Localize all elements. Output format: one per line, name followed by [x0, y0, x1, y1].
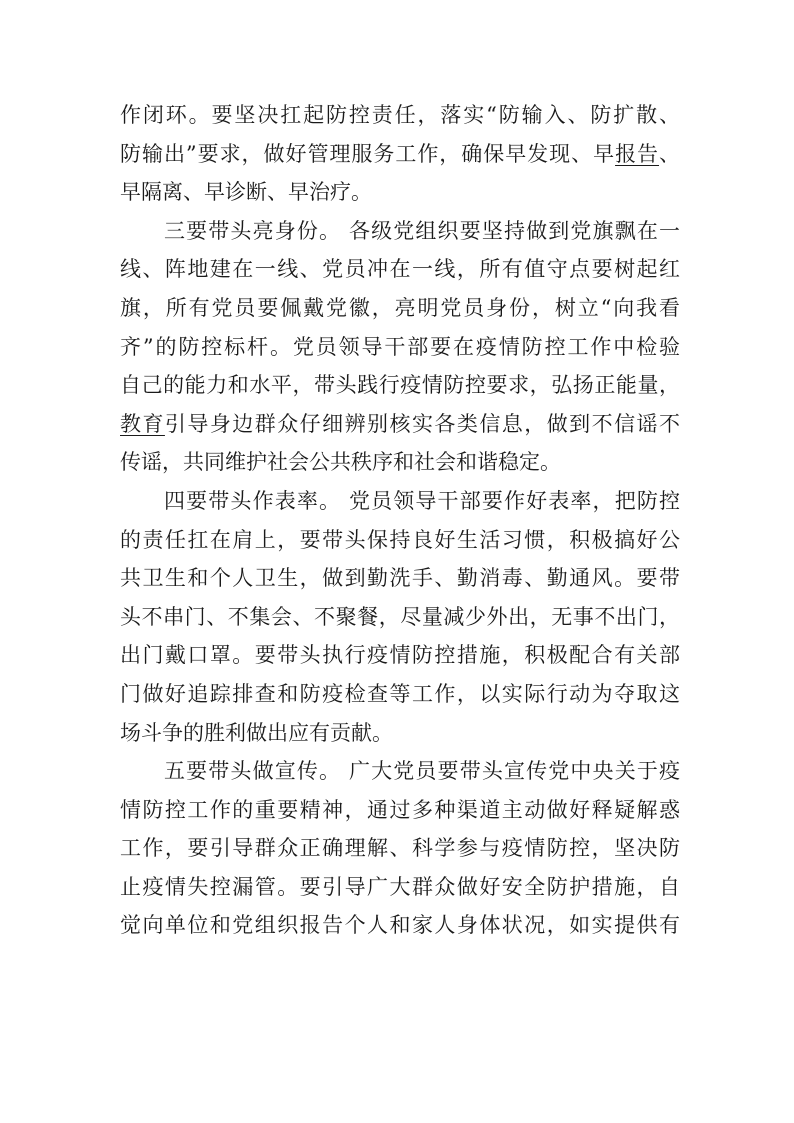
- text-line: 觉向单位和党组织报告个人和家人身体状况，如实提供有: [120, 913, 680, 938]
- paragraph-four-requirement: [120, 482, 680, 752]
- underlined-word: 教育: [120, 411, 165, 436]
- text-segment: 引导身边群众仔细辨别核实各类信息，做到不信谣不: [164, 411, 681, 436]
- document-body: [120, 96, 680, 945]
- text-line: 共卫生和个人卫生，做到勤洗手、勤消毒、勤通风。要带: [120, 566, 680, 591]
- text-line: 齐”的防控标杆。党员领导干部要在疫情防控工作中检验: [120, 334, 680, 359]
- text-line: 早隔离、早诊断、早治疗。: [120, 180, 372, 205]
- text-line: 作闭环。要坚决扛起防控责任，落实“防输入、防扩散、: [120, 103, 680, 127]
- text-line: 情防控工作的重要精神，通过多种渠道主动做好释疑解惑: [120, 797, 680, 822]
- text-line: 止疫情失控漏管。要引导广大群众做好安全防护措施，自: [120, 874, 680, 899]
- paragraph-five-requirement: [120, 752, 680, 945]
- text-line: 旗，所有党员要佩戴党徽，亮明党员身份，树立“向我看: [120, 295, 680, 320]
- text-line: 五要带头做宣传。 广大党员要带头宣传党中央关于疫: [164, 759, 680, 784]
- text-line: 传谣，共同维护社会公共秩序和社会和谐稳定。: [120, 450, 561, 475]
- text-segment: 防输出”要求，做好管理服务工作，确保早发现、早: [120, 141, 616, 166]
- text-line: 门做好追踪排查和防疫检查等工作，以实际行动为夺取这: [120, 681, 680, 706]
- text-line: 线、阵地建在一线、党员冲在一线，所有值守点要树起红: [120, 257, 680, 282]
- text-line: 三要带头亮身份。 各级党组织要坚持做到党旗飘在一: [164, 218, 680, 243]
- text-line: 头不串门、不集会、不聚餐，尽量减少外出，无事不出门，: [120, 604, 680, 629]
- text-line: 自己的能力和水平，带头践行疫情防控要求，弘扬正能量，: [120, 373, 680, 398]
- paragraph-three-requirement: [120, 212, 680, 482]
- text-line: 工作，要引导群众正确理解、科学参与疫情防控，坚决防: [120, 836, 680, 861]
- text-line: [120, 135, 680, 174]
- underlined-word: 报告: [615, 141, 660, 166]
- text-line: 四要带头作表率。 党员领导干部要作好表率，把防控: [164, 488, 680, 513]
- paragraph-continuation: [120, 96, 680, 212]
- text-line: 的责任扛在肩上，要带头保持良好生活习惯，积极搞好公: [120, 527, 680, 552]
- text-line: [120, 405, 680, 444]
- text-segment: 、: [659, 141, 681, 166]
- text-line: 出门戴口罩。要带头执行疫情防控措施，积极配合有关部: [120, 643, 680, 668]
- text-line: 场斗争的胜利做出应有贡献。: [120, 720, 393, 745]
